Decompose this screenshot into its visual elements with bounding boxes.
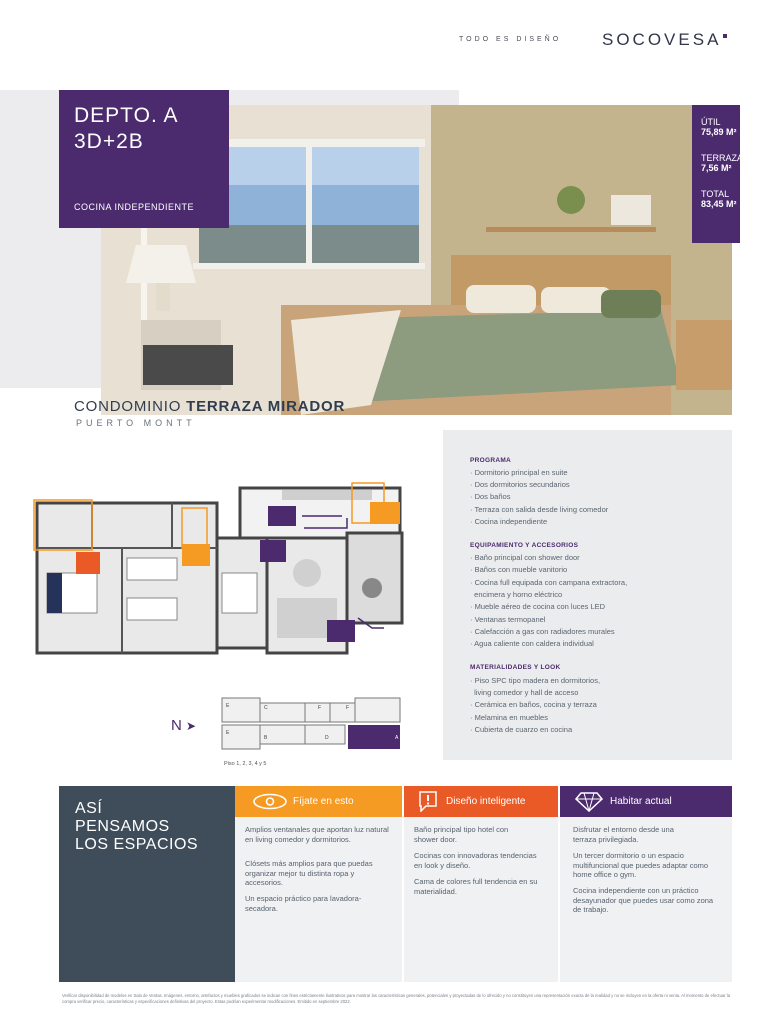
column-title: Habitar actual [610, 796, 672, 807]
column-paragraph: Amplios ventanales que aportan luz natural en living comedor y dormitorios. [245, 825, 389, 844]
keyplan-letter: E [226, 730, 230, 736]
column-paragraph: Cocinas con innovadoras tendencias en look y diseño. [414, 851, 537, 870]
unit-title-line2: 3D+2B [74, 130, 144, 153]
floors-label: Piso 1, 2, 3, 4 y 5 [224, 761, 267, 767]
diamond-icon [575, 792, 603, 812]
keyplan-letter: A [395, 735, 399, 741]
floor-plan [32, 478, 412, 658]
area-value: 75,89 M² [701, 127, 737, 137]
materialidades-heading: MATERIALIDADES Y LOOK [470, 664, 561, 671]
condominio-name: TERRAZA MIRADOR [186, 398, 346, 415]
column-paragraph: Cama de colores full tendencia en su materialidad. [414, 877, 538, 896]
area-box [692, 105, 744, 243]
list-item: · Dormitorio principal en suite [470, 468, 568, 477]
column-body-diseno [404, 817, 558, 982]
north-label: N [171, 717, 182, 734]
keyplan-letter: E [226, 703, 230, 709]
column-paragraph: Disfrutar el entorno desde una terraza privilegiada. [573, 825, 674, 844]
condominio-city: PUERTO MONTT [76, 418, 196, 428]
list-item: · Dos dormitorios secundarios [470, 480, 570, 489]
area-label: TERRAZA [701, 153, 744, 163]
list-item: · Cerámica en baños, cocina y terraza [470, 700, 597, 709]
legal-disclaimer: Verificar disponibilidad de modelos en Sala de Ventas. Imágenes, entorno, artefactos y muebles graficados se indican con fines estrictamente ilustrativos para mostrar las características generales, potenciales y proyectadas de lo ofrecido y no constituyen una representación exacta de la realidad y no se incluyen en la oferta ni venta. Al momento de efectuar la compra verificar precio, características y especificaciones definitivas del proyecto. Estas podrían experimentar modificaciones. Emitido en septiembre 2022. [62, 993, 731, 1004]
column-header-habitar [560, 786, 732, 817]
north-arrow-icon: ➤ [186, 719, 197, 733]
features-panel [443, 430, 732, 760]
list-item: · Dos baños [470, 492, 511, 501]
keyplan-letter: B [264, 735, 268, 741]
list-item: · Cocina independiente [470, 517, 548, 526]
asi-pensamos-box [59, 786, 235, 982]
area-label: TOTAL [701, 189, 730, 199]
list-item: · Mueble aéreo de cocina con luces LED [470, 602, 606, 611]
list-item: · Piso SPC tipo madera en dormitorios, [470, 676, 601, 685]
column-body-fijate [235, 817, 402, 982]
exclamation-icon [418, 791, 438, 812]
asi-pensamos-title: ASÍ PENSAMOS LOS ESPACIOS [75, 800, 199, 853]
equipamiento-heading: EQUIPAMIENTO Y ACCESORIOS [470, 542, 579, 549]
keyplan-letter: F [318, 705, 322, 711]
list-item: · Cubierta de cuarzo en cocina [470, 725, 573, 734]
column-body-habitar [560, 817, 732, 982]
column-paragraph: Un tercer dormitorio o un espacio multifuncional que puedes adaptar como home office o gym. [573, 851, 709, 879]
list-item: encimera y horno eléctrico [474, 590, 563, 599]
area-label: ÚTIL [701, 117, 721, 127]
brand-dot-icon [723, 34, 727, 38]
column-paragraph: Cocina independiente con un práctico desayunador que puedes usar como zona de trabajo. [573, 886, 714, 914]
tagline: TODO ES DISEÑO [459, 36, 562, 43]
keyplan-letter: D [325, 735, 329, 741]
list-item: · Agua caliente con caldera individual [470, 639, 594, 648]
brand-name: SOCOVESA [602, 30, 722, 49]
area-value: 83,45 M² [701, 199, 737, 209]
list-item: · Terraza con salida desde living comedor [470, 505, 609, 514]
list-item: · Cocina full equipada con campana extractora, [470, 578, 628, 587]
list-item: · Melamina en muebles [470, 713, 548, 722]
eye-icon [252, 793, 288, 810]
keyplan-letter: F [346, 705, 350, 711]
column-header-fijate [235, 786, 402, 817]
keyplan-letter: C [264, 705, 268, 711]
list-item: · Calefacción a gas con radiadores murales [470, 627, 615, 636]
key-plan [170, 695, 410, 755]
unit-title-line1: DEPTO. A [74, 104, 179, 127]
list-item: · Baños con mueble vanitorio [470, 565, 568, 574]
list-item: · Baño principal con shower door [470, 553, 580, 562]
area-value: 7,56 M² [701, 163, 732, 173]
list-item: living comedor y hall de acceso [474, 688, 579, 697]
column-header-diseno [404, 786, 558, 817]
unit-subtitle: COCINA INDEPENDIENTE [74, 202, 195, 212]
condominio-prefix: CONDOMINIO [74, 398, 182, 415]
condominio-title [74, 398, 345, 415]
column-paragraph: Clósets más amplios para que puedas organizar mejor tu distinta ropa y accesorios. [245, 859, 373, 887]
list-item: · Ventanas termopanel [470, 615, 546, 624]
column-title: Diseño inteligente [446, 796, 526, 807]
unit-title-box [59, 90, 229, 228]
column-paragraph: Baño principal tipo hotel con shower door. [414, 825, 509, 844]
column-title: Fíjate en esto [293, 796, 354, 807]
north-indicator [171, 717, 196, 734]
column-paragraph: Un espacio práctico para lavadora-secadora. [245, 894, 362, 913]
brand-logo [602, 30, 727, 50]
programa-heading: PROGRAMA [470, 457, 512, 464]
